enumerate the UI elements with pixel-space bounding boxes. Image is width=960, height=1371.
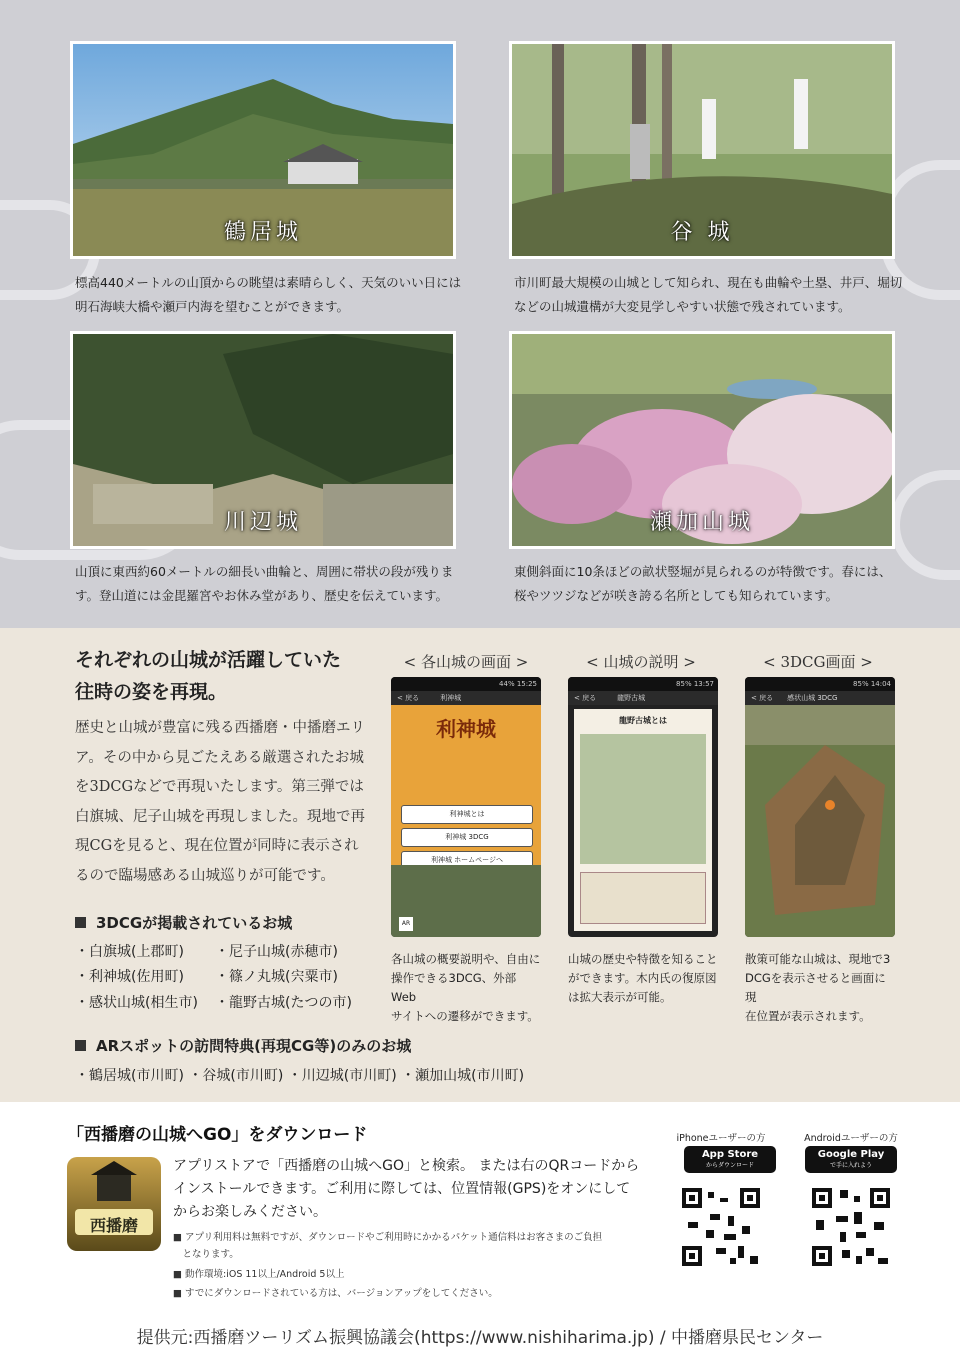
document-panel: [574, 709, 712, 931]
caption-line: 散策可能な山城は、現地で3: [745, 952, 891, 966]
castle-icon: [67, 1157, 161, 1251]
castle-list-item: ・尼子山城(赤穂市): [215, 944, 338, 960]
badge-line: からダウンロード: [705, 1162, 754, 1169]
caption-line: ができます。木内氏の復原図: [568, 971, 717, 985]
photo-kawabe: [70, 331, 456, 549]
text-line: からお楽しみください。: [173, 1204, 327, 1220]
phone-screenshot-description: [568, 677, 718, 937]
iphone-qr-code[interactable]: [680, 1186, 762, 1268]
caption-line: 各山城の概要説明や、自由に: [391, 952, 541, 966]
caption-line: 操作できる3DCG、外部Web: [391, 971, 517, 1004]
status-bar: 44% 15:25: [391, 677, 541, 691]
caption-line: 東側斜面に10条ほどの畝状竪堀が見られるのが特徴です。春には、: [514, 564, 892, 579]
badge-line: で手に入れよう: [829, 1162, 872, 1169]
intro-headline: [75, 644, 375, 708]
caption-kawabe: [75, 560, 465, 608]
ar-icon[interactable]: AR: [399, 917, 413, 931]
caption-line: などの山城遺構が大変見学しやすい状態で残されています。: [514, 299, 851, 314]
phone-screenshot-3dcg: [745, 677, 895, 937]
screen-caption: [391, 950, 541, 1026]
app-store-badge[interactable]: [684, 1146, 776, 1173]
caption-sekayama: [514, 560, 904, 608]
google-play-badge[interactable]: [805, 1146, 897, 1173]
photo-sekayama: [509, 331, 895, 549]
badge-line: Google Play: [817, 1149, 885, 1160]
badge-line: App Store: [701, 1149, 759, 1160]
body-line: ア。その中から見ごたえある厳選されたお城: [75, 749, 364, 766]
dcg-section-heading: [75, 912, 292, 933]
ar-castle-list: ・鶴居城(市川町) ・谷城(市川町) ・川辺城(市川町) ・瀬加山城(市川町): [75, 1068, 525, 1084]
ar-section-heading: [75, 1035, 411, 1056]
app-castle-title: 利神城: [436, 717, 496, 741]
caption-line: 標高440メートルの山頂からの眺望は素晴らしく、天気のいい日には: [75, 275, 462, 290]
app-icon[interactable]: [67, 1157, 161, 1251]
castle-name: 谷 城: [670, 220, 734, 245]
note-line: となります。: [173, 1249, 239, 1260]
doc-title: 龍野古城とは: [619, 716, 667, 725]
section-title: 3DCGが掲載されているお城: [96, 914, 293, 932]
note-line: ■ アプリ利用料は無料ですが、ダウンロードやご利用時にかかるパケット通信料はお客さまのご負担: [173, 1232, 603, 1243]
note-line: ■ 動作環境:iOS 11以上/Android 5以上: [173, 1269, 345, 1280]
download-title: 「西播磨の山城へGO」をダウンロード: [67, 1125, 368, 1145]
caption-tsurui: [75, 271, 465, 319]
3dcg-view[interactable]: [745, 705, 895, 937]
3dcg-button[interactable]: 利神城 3DCG: [401, 828, 533, 847]
screen-caption: [568, 950, 718, 1007]
text-line: アプリストアで「西播磨の山城へGO」と検索。 または右のQRコードから: [173, 1158, 640, 1174]
nav-bar: < 戻る 龍野古城: [568, 691, 718, 705]
android-label: Androidユーザーの方: [804, 1133, 898, 1144]
caption-line: 山頂に東西約60メートルの細長い曲輪と、周囲に帯状の段が残りま: [75, 564, 454, 579]
homepage-button[interactable]: 利神城 ホームページへ: [401, 851, 533, 870]
caption-line: 山城の歴史や特徴を知ること: [568, 952, 718, 966]
iphone-label: iPhoneユーザーの方: [676, 1133, 766, 1144]
screen-title: < 山城の説明 >: [586, 653, 696, 671]
caption-line: 桜やツツジなどが咲き誇る名所としても知られています。: [514, 588, 839, 603]
headline-line: それぞれの山城が活躍していた: [75, 649, 342, 671]
section-title: ARスポットの訪問特典(再現CG等)のみのお城: [96, 1037, 412, 1055]
castle-name: 川辺城: [223, 510, 302, 535]
screen-title: < 3DCG画面 >: [763, 653, 873, 671]
text-line: インストールできます。ご利用に際しては、位置情報(GPS)をオンにして: [173, 1181, 631, 1197]
castle-list-item: ・感状山城(相生市): [75, 995, 198, 1011]
castle-name: 瀬加山城: [649, 510, 754, 535]
location-pin-icon: [825, 800, 835, 810]
nav-title: 感状山城 3DCG: [787, 694, 838, 702]
intro-body: [75, 714, 365, 891]
caption-line: は拡大表示が可能。: [568, 990, 672, 1004]
castle-name: 鶴居城: [223, 220, 302, 245]
note-line: ■ すでにダウンロードされている方は、バージョンアップをしてください。: [173, 1288, 498, 1299]
nav-bar: < 戻る 感状山城 3DCG: [745, 691, 895, 705]
restoration-map-image[interactable]: [580, 734, 706, 864]
caption-line: す。登山道には金毘羅宮やお休み堂があり、歴史を伝えています。: [75, 588, 449, 603]
photo-tsurui: [70, 41, 456, 259]
screen-title: < 各山城の画面 >: [403, 653, 529, 671]
castle-list-item: ・篠ノ丸城(宍粟市): [215, 969, 338, 985]
body-line: 歴史と山城が豊富に残る西播磨・中播磨エリ: [75, 720, 365, 736]
caption-line: サイトへの遷移ができます。: [391, 1009, 539, 1023]
status-bar: 85% 14:04: [745, 677, 895, 691]
download-instructions: [173, 1155, 643, 1224]
doc-text-box: [580, 872, 706, 924]
castle-list-item: ・龍野古城(たつの市): [215, 995, 352, 1011]
castle-list-item: ・利神城(佐用町): [75, 969, 184, 985]
nav-title: 龍野古城: [617, 694, 646, 702]
square-bullet-icon: [75, 917, 86, 928]
caption-line: 在位置が表示されます。: [745, 1009, 871, 1023]
headline-line: 往時の姿を再現。: [75, 681, 228, 703]
body-line: るので臨場感ある山城巡りが可能です。: [75, 867, 335, 884]
android-qr-code[interactable]: [810, 1186, 892, 1268]
caption-tani: [514, 271, 904, 319]
caption-line: DCGを表示させると画面に現: [745, 971, 886, 1004]
body-line: 現CGを見ると、現在位置が同時に表示され: [75, 838, 359, 854]
footer-credit: 提供元:西播磨ツーリズム振興協議会(https://www.nishiharima.jp) / 中播磨県民センター: [136, 1328, 824, 1348]
body-line: を3DCGなどで再現いたします。第三弾では: [75, 779, 364, 795]
about-button[interactable]: 利神城とは: [401, 805, 533, 824]
nav-bar: < 戻る 利神城: [391, 691, 541, 705]
phone-screenshot-overview: [391, 677, 541, 937]
screen-caption: [745, 950, 895, 1026]
body-line: 白旗城、尼子山城を再現しました。現地で再: [75, 808, 365, 825]
square-bullet-icon: [75, 1040, 86, 1051]
status-bar: 85% 13:57: [568, 677, 718, 691]
caption-line: 市川町最大規模の山城として知られ、現在も曲輪や土塁、井戸、堀切: [514, 275, 903, 290]
app-icon-text: 西播磨: [89, 1216, 138, 1235]
nav-title: 利神城: [440, 694, 462, 702]
castle-list-item: ・白旗城(上郡町): [75, 944, 184, 960]
caption-line: 明石海峡大橋や瀬戸内海を望むことができます。: [75, 299, 350, 314]
map-view: [391, 865, 541, 937]
app-content: [391, 705, 541, 865]
photo-tani: [509, 41, 895, 259]
